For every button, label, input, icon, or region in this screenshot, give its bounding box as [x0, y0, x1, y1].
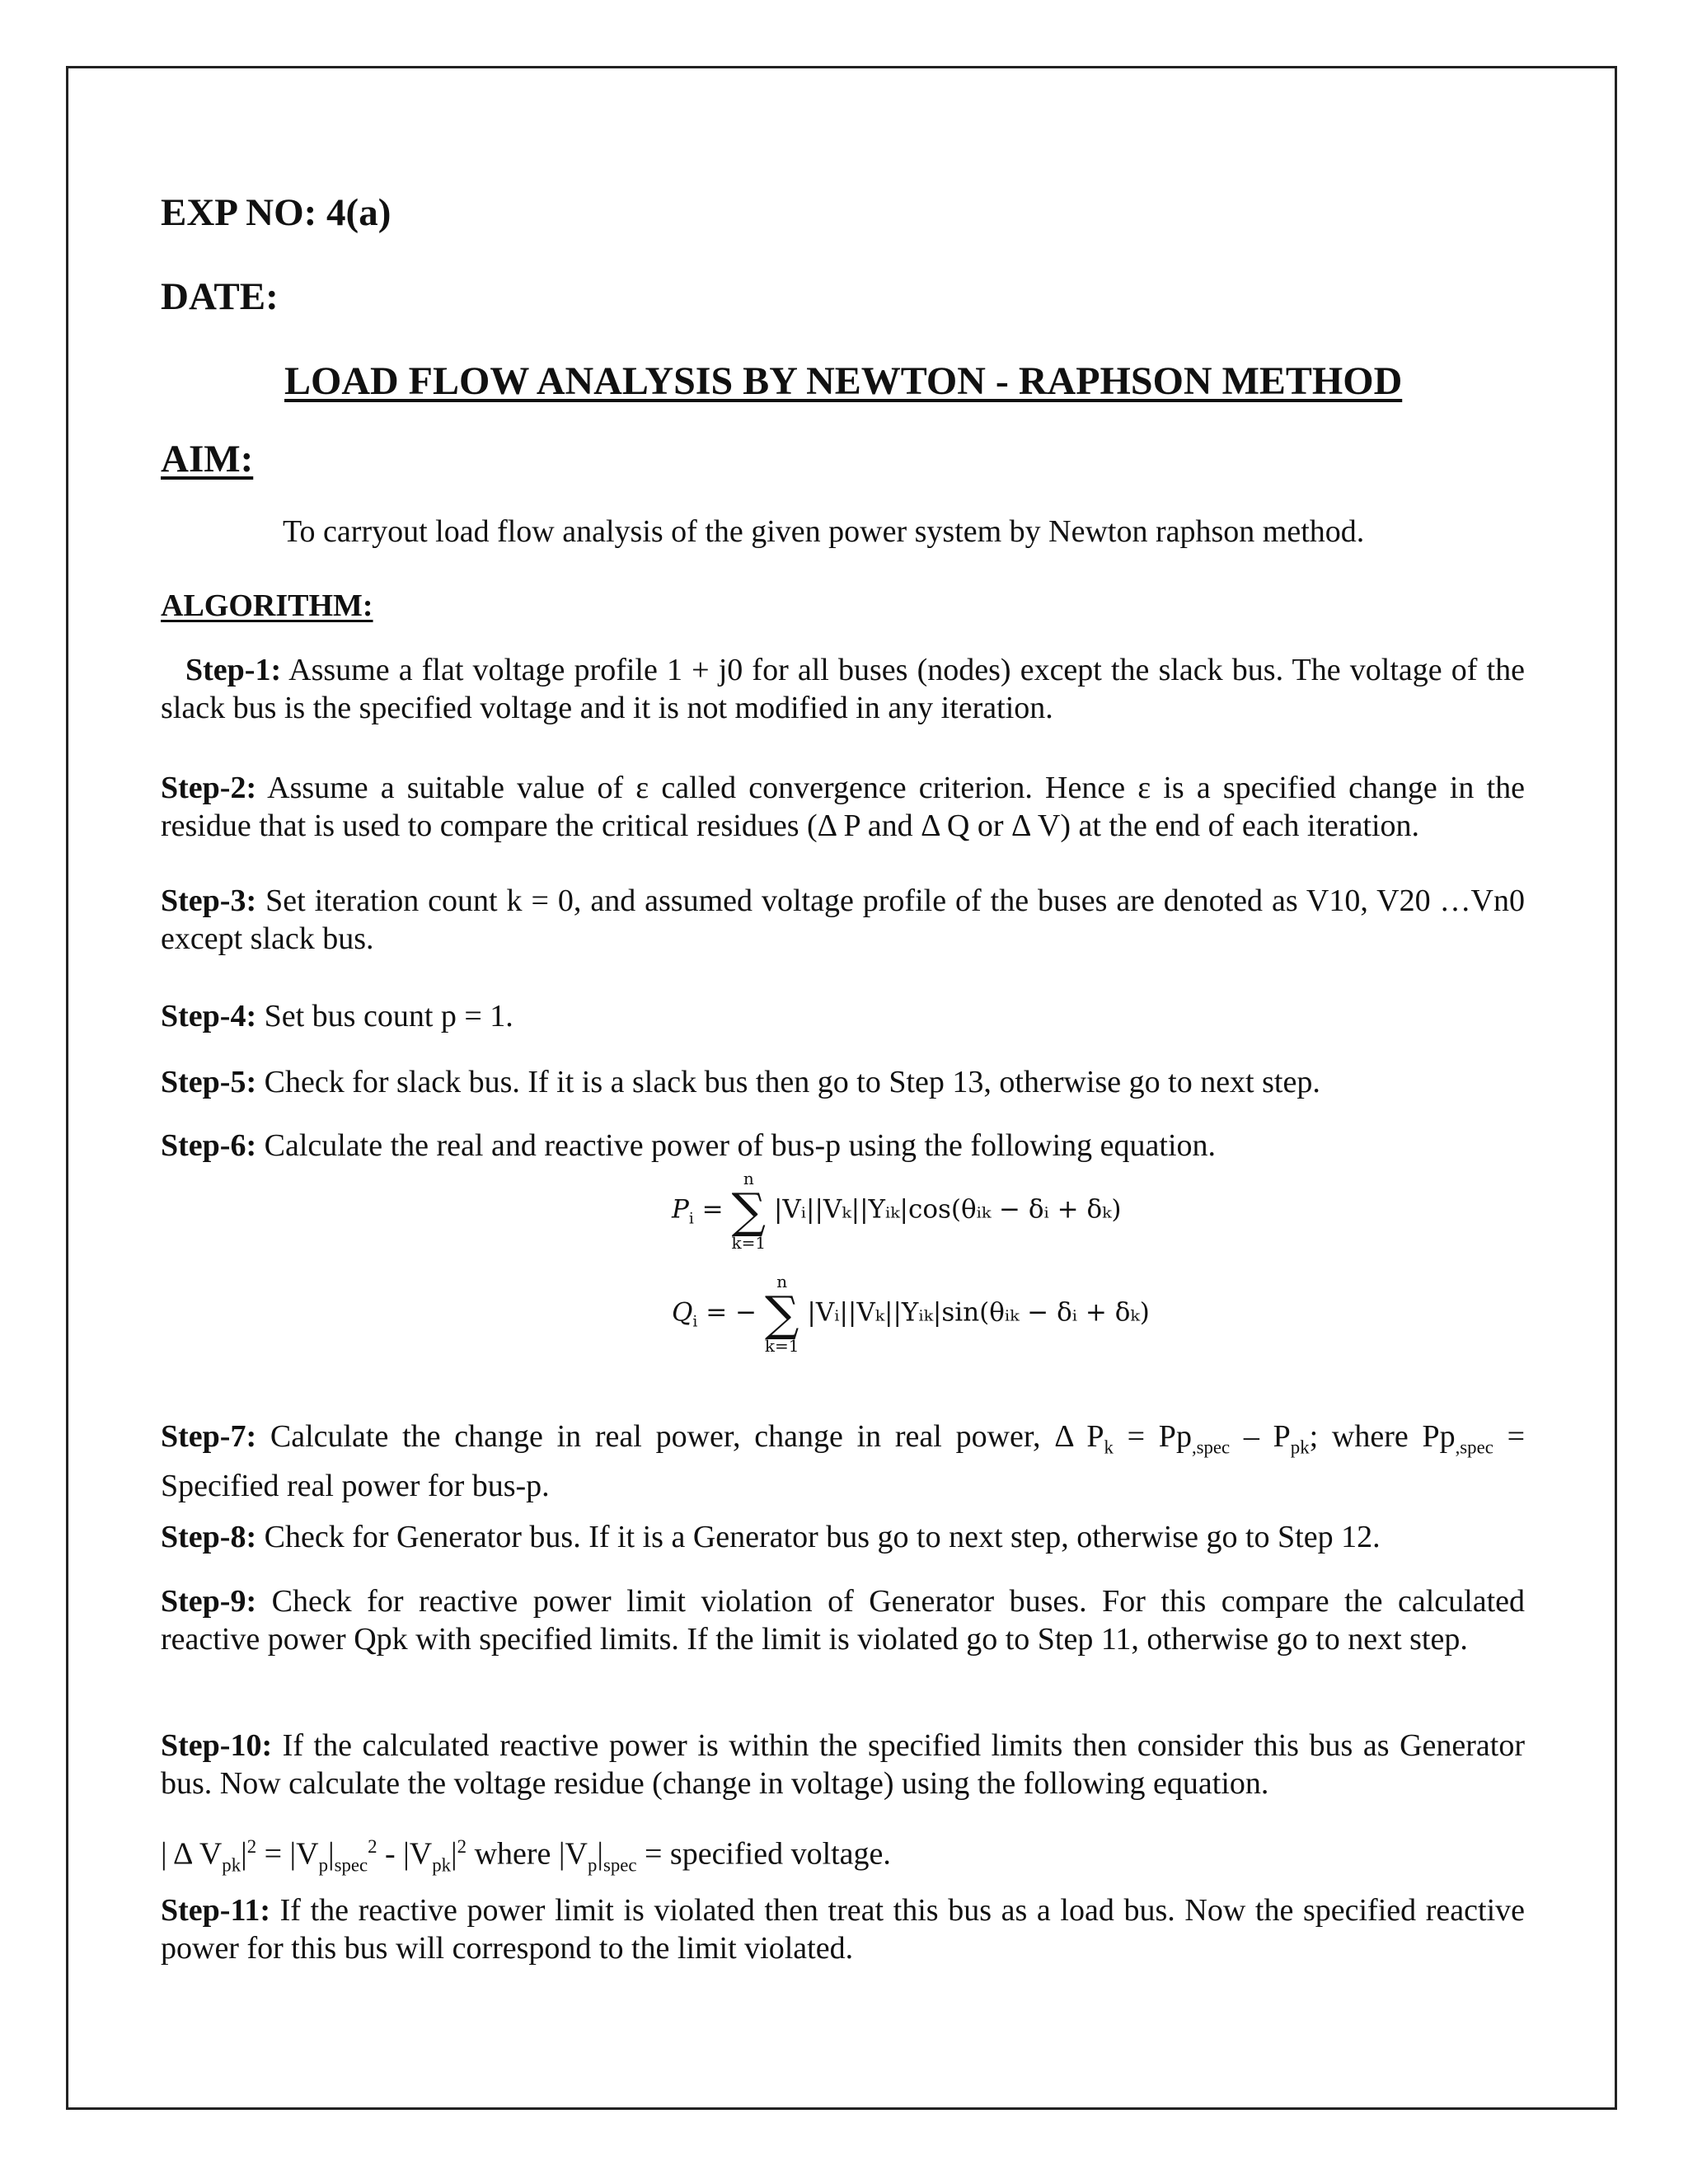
step-text: Check for reactive power limit violation of Generator buses. For this compare the calculated reactive power Qpk with specified limits. If the limit is violated go to Step 11, otherwise go to next step. — [161, 1584, 1525, 1657]
step-label: Step-2: — [161, 771, 257, 805]
step-label: Step-5: — [161, 1065, 257, 1099]
step-label: Step-9: — [161, 1584, 257, 1619]
step-8 — [161, 1518, 1525, 1556]
step-text: Calculate the real and reactive power of bus-p using the following equation. — [256, 1128, 1217, 1163]
equation-reactive-power: $Q_i$ = − n ∑ k=1 |Vᵢ||Vₖ||Yᵢₖ|sin(θᵢₖ − δᵢ + δₖ) — [672, 1272, 1150, 1356]
summation-symbol: n ∑ k=1 — [764, 1272, 799, 1356]
step-7: Step-7: Calculate the change in real power, change in real power, Δ $P_k = Pp_{,spec} - P_{pk}$; where $Pp_{,spec}$ = Specified real power for bus-p. — [161, 1419, 1526, 1503]
exp-number: EXP NO: 4(a) — [161, 191, 392, 234]
step-9 — [161, 1582, 1525, 1658]
step-10 — [161, 1727, 1525, 1802]
algorithm-heading: ALGORITHM: — [161, 588, 373, 623]
aim-heading: AIM: — [161, 438, 254, 480]
step-label: Step-10: — [161, 1728, 273, 1763]
step-text: Set iteration count k = 0, and assumed voltage profile of the buses are denoted as V10, V20 …Vn0 except slack bus. — [161, 883, 1525, 956]
step-label: Step-11: — [161, 1893, 270, 1928]
voltage-residue-equation: | Δ $V_{pk}|^2 = |V_p|_{spec}^2 - |V_{pk}|^2$ where $|V_p|_{spec}$ = specified voltage. — [161, 1836, 891, 1876]
aim-text: To carryout load flow analysis of the given power system by Newton raphson method. — [283, 514, 1365, 549]
step-label: Step-3: — [161, 883, 257, 918]
summation-symbol: n ∑ k=1 — [731, 1169, 767, 1253]
step-4 — [161, 997, 1525, 1035]
step-text: If the reactive power limit is violated then treat this bus as a load bus. Now the specified reactive power for this bus will correspond to the limit violated. — [161, 1893, 1525, 1966]
step-label: Step-6: — [161, 1128, 257, 1163]
eq-q-sub: i — [692, 1313, 698, 1331]
step-text: Assume a flat voltage profile 1 + j0 for all buses (nodes) except the slack bus. The voltage of the slack bus is the specified voltage and it is not modified in any iteration. — [161, 653, 1525, 725]
step-text: Check for slack bus. If it is a slack bus then go to Step 13, otherwise go to next step. — [256, 1065, 1320, 1099]
equation-real-power: $P_i$ = n ∑ k=1 |Vᵢ||Vₖ||Yᵢₖ|cos(θᵢₖ − δᵢ + δₖ) — [672, 1169, 1122, 1253]
step-11 — [161, 1891, 1525, 1967]
step-2 — [161, 769, 1525, 845]
sum-upper-limit: n — [776, 1272, 788, 1291]
step-text: Assume a suitable value of ε called convergence criterion. Hence ε is a specified change in the residue that is used to compare the critical residues (Δ P and Δ Q or Δ V) at the end of each iteration. — [161, 771, 1525, 843]
step-text: Set bus count p = 1. — [256, 999, 513, 1033]
eq-q-lhs: Q — [672, 1297, 693, 1328]
step-6 — [161, 1127, 1525, 1165]
step-label: Step-8: — [161, 1520, 257, 1554]
sum-upper-limit: n — [743, 1169, 754, 1188]
eq-p-rhs: |Vᵢ||Vₖ||Yᵢₖ|cos(θᵢₖ − δᵢ + δₖ) — [773, 1194, 1122, 1225]
step-label: Step-1: — [185, 653, 282, 687]
date-label: DATE: — [161, 275, 279, 318]
eq-q-minus: − — [735, 1297, 757, 1328]
step-1 — [161, 651, 1525, 727]
step-text: Check for Generator bus. If it is a Generator bus go to next step, otherwise go to Step 12. — [256, 1520, 1381, 1554]
eq-q-rhs: |Vᵢ||Vₖ||Yᵢₖ|sin(θᵢₖ − δᵢ + δₖ) — [807, 1297, 1150, 1328]
eq-p-sub: i — [688, 1210, 694, 1228]
sum-lower-limit: k=1 — [731, 1233, 767, 1253]
eq-p-lhs: P — [672, 1194, 689, 1225]
document-title: LOAD FLOW ANALYSIS BY NEWTON - RAPHSON METHOD — [284, 359, 1403, 403]
step-3 — [161, 882, 1525, 958]
step-text: If the calculated reactive power is within the specified limits then consider this bus as Generator bus. Now calculate the voltage residue (change in voltage) using the following equation. — [161, 1728, 1525, 1801]
step-label: Step-4: — [161, 999, 257, 1033]
step-label: Step-7: — [161, 1419, 257, 1454]
sum-lower-limit: k=1 — [764, 1336, 799, 1356]
step-5 — [161, 1063, 1525, 1101]
